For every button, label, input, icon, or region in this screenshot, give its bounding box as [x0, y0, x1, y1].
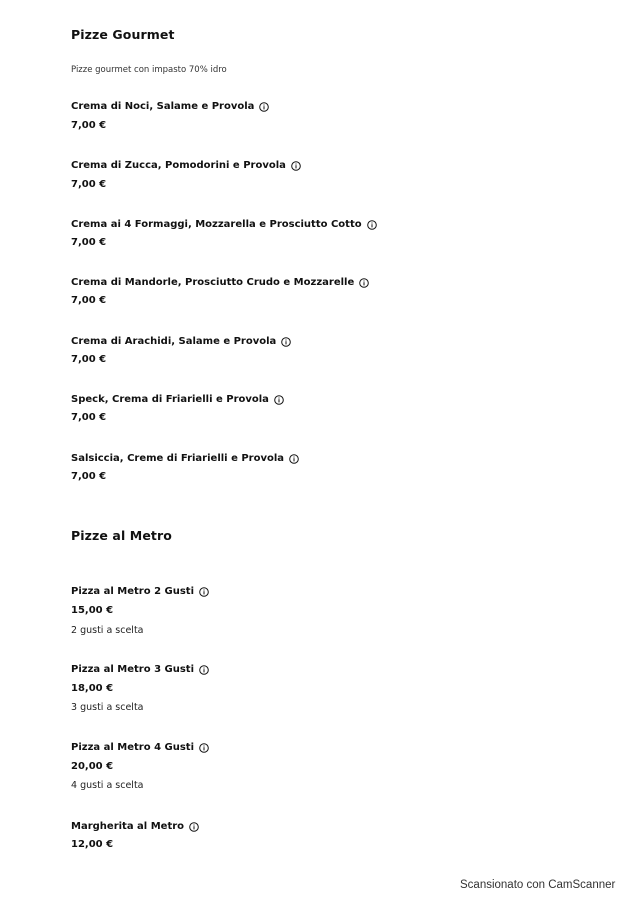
info-circle-icon[interactable] — [189, 822, 199, 832]
section-title-pizze-gourmet: Pizze Gourmet — [71, 27, 175, 42]
menu-item-price: 20,00 € — [71, 761, 114, 772]
menu-item-name-text: Crema di Mandorle, Prosciutto Crudo e Mozzarelle — [71, 277, 355, 288]
menu-item-name[interactable] — [71, 664, 209, 675]
menu-item-price: 15,00 € — [71, 605, 114, 616]
info-circle-icon[interactable] — [259, 102, 269, 112]
section-title-pizze-al-metro: Pizze al Metro — [71, 528, 172, 543]
info-circle-icon[interactable] — [367, 220, 377, 230]
menu-item-price: 7,00 € — [71, 237, 107, 248]
menu-item-price: 18,00 € — [71, 683, 114, 694]
info-circle-icon[interactable] — [289, 454, 299, 464]
menu-item-description: 4 gusti a scelta — [71, 780, 144, 791]
menu-item-name[interactable] — [71, 277, 369, 288]
menu-item-name-text: Crema ai 4 Formaggi, Mozzarella e Prosciutto Cotto — [71, 219, 362, 230]
menu-item-name-text: Pizza al Metro 4 Gusti — [71, 742, 195, 753]
menu-item-name[interactable] — [71, 394, 284, 405]
menu-item-description: 3 gusti a scelta — [71, 702, 144, 713]
menu-item-price: 7,00 € — [71, 179, 107, 190]
menu-item-price: 7,00 € — [71, 120, 107, 131]
menu-item-price: 7,00 € — [71, 412, 107, 423]
menu-item-name[interactable] — [71, 586, 209, 597]
info-circle-icon[interactable] — [359, 278, 369, 288]
menu-item-name-text: Margherita al Metro — [71, 821, 185, 832]
menu-item-name[interactable] — [71, 821, 199, 832]
info-circle-icon[interactable] — [274, 395, 284, 405]
info-circle-icon[interactable] — [199, 665, 209, 675]
menu-item-name-text: Pizza al Metro 3 Gusti — [71, 664, 195, 675]
menu-item-name-text: Crema di Noci, Salame e Provola — [71, 101, 255, 112]
menu-item-price: 7,00 € — [71, 471, 107, 482]
camscanner-watermark: Scansionato con CamScanner — [460, 879, 616, 891]
menu-item-name[interactable] — [71, 160, 301, 171]
info-circle-icon[interactable] — [199, 587, 209, 597]
menu-item-name-text: Salsiccia, Creme di Friarielli e Provola — [71, 453, 285, 464]
info-circle-icon[interactable] — [281, 337, 291, 347]
menu-item-price: 7,00 € — [71, 354, 107, 365]
menu-item-name[interactable] — [71, 101, 269, 112]
menu-item-name-text: Speck, Crema di Friarielli e Provola — [71, 394, 269, 405]
info-circle-icon[interactable] — [291, 161, 301, 171]
section-subtitle: Pizze gourmet con impasto 70% idro — [71, 65, 227, 75]
menu-item-name-text: Pizza al Metro 2 Gusti — [71, 586, 195, 597]
menu-item-name[interactable] — [71, 219, 377, 230]
menu-item-price: 12,00 € — [71, 839, 114, 850]
menu-item-name[interactable] — [71, 336, 291, 347]
menu-item-price: 7,00 € — [71, 295, 107, 306]
menu-item-name[interactable] — [71, 742, 209, 753]
menu-item-name-text: Crema di Zucca, Pomodorini e Provola — [71, 160, 286, 171]
menu-item-name-text: Crema di Arachidi, Salame e Provola — [71, 336, 277, 347]
menu-item-name[interactable] — [71, 453, 299, 464]
info-circle-icon[interactable] — [199, 743, 209, 753]
menu-item-description: 2 gusti a scelta — [71, 625, 144, 636]
